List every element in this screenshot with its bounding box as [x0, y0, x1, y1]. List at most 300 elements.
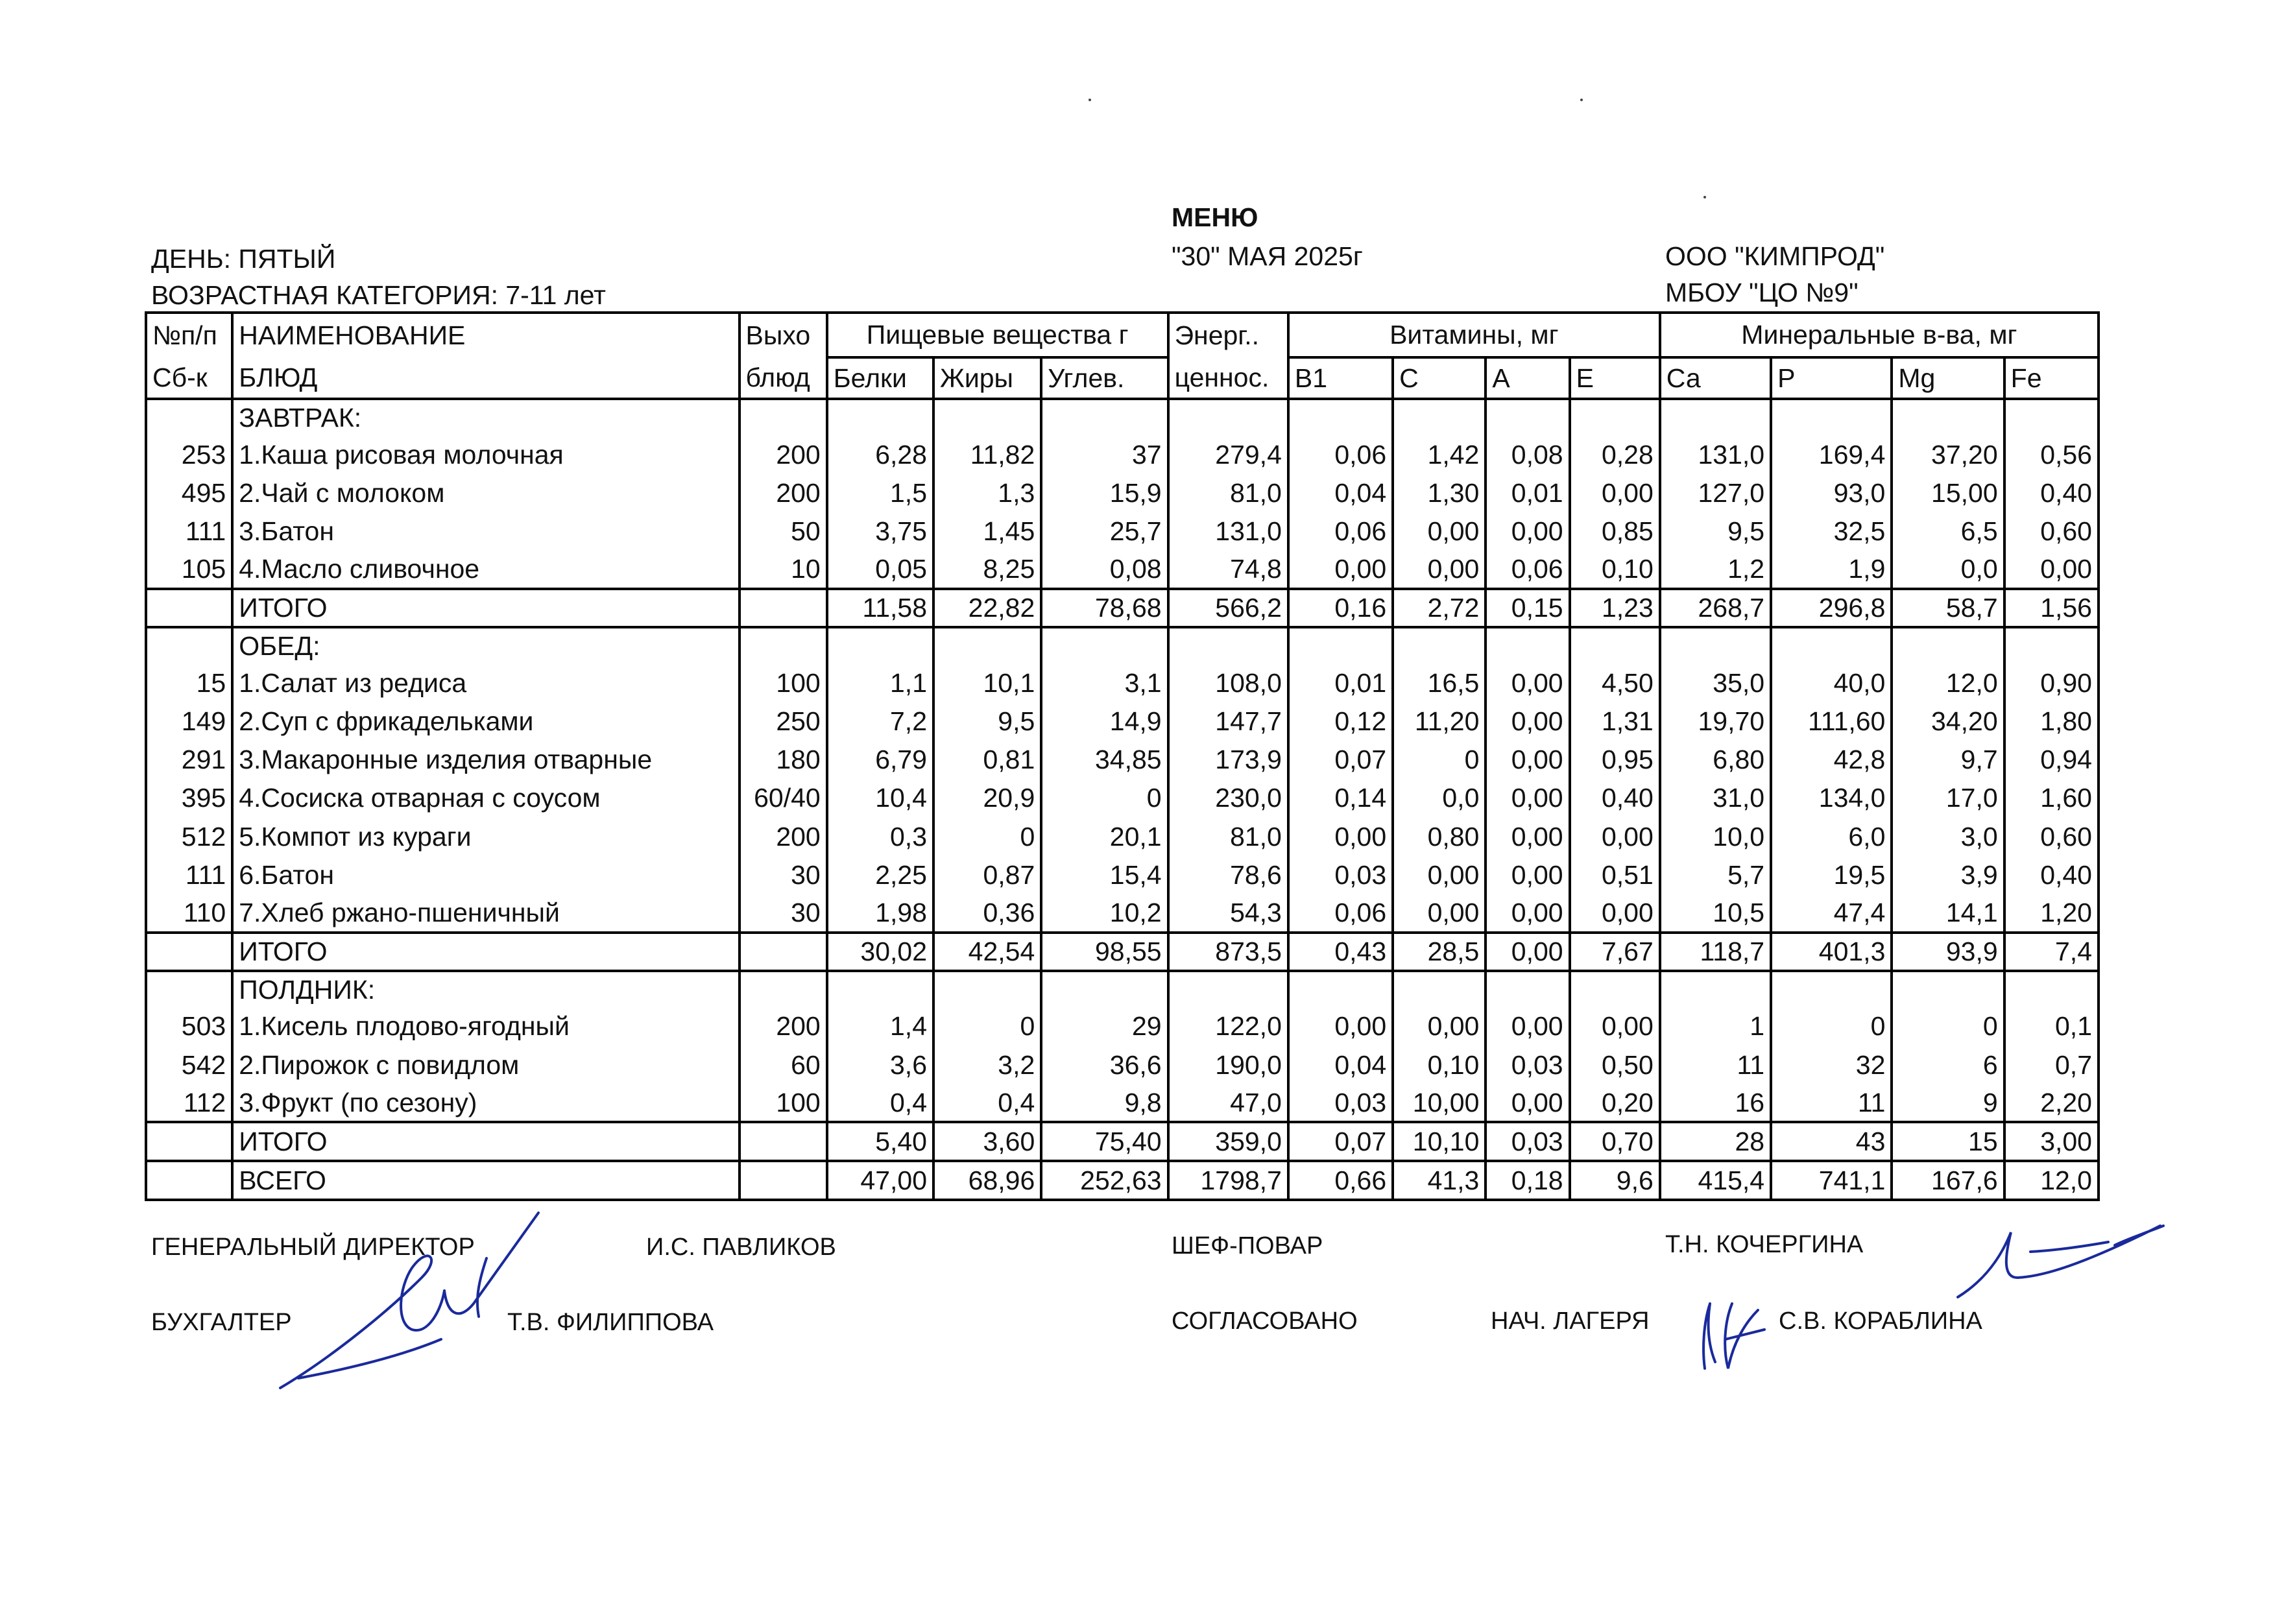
fat-value: 0 [933, 1007, 1041, 1045]
protein-value: 30,02 [827, 933, 933, 971]
e-value: 1,31 [1570, 702, 1660, 740]
b1-value: 0,12 [1288, 702, 1393, 740]
table-cell [1393, 399, 1486, 435]
scan-speck [1580, 99, 1583, 101]
protein-value: 5,40 [827, 1122, 933, 1160]
fe-value: 0,56 [2004, 435, 2099, 473]
table-cell [827, 971, 933, 1007]
nutrition-table [145, 311, 2100, 1201]
b1-value: 0,06 [1288, 512, 1393, 550]
c-value: 16,5 [1393, 663, 1486, 702]
chef-signature [1953, 1206, 2167, 1304]
p-value: 296,8 [1771, 589, 1892, 627]
table-cell [146, 627, 232, 663]
p-value: 32 [1771, 1045, 1892, 1084]
col-name-header: НАИМЕНОВАНИЕ [232, 313, 739, 357]
e-value: 0,28 [1570, 435, 1660, 473]
fe-value: 0,40 [2004, 855, 2099, 894]
camp-head-signature [1687, 1278, 1784, 1388]
col-vitamins-header: Витамины, мг [1288, 313, 1660, 357]
p-value: 169,4 [1771, 435, 1892, 473]
col-yield-header: Выхо [740, 313, 827, 357]
col-dishes-header: БЛЮД [232, 357, 739, 399]
total-label: ИТОГО [232, 933, 739, 971]
fat-value: 1,45 [933, 512, 1041, 550]
col-c-header: С [1393, 357, 1486, 399]
fat-value: 3,60 [933, 1122, 1041, 1160]
col-code-header: Сб-к [146, 357, 232, 399]
a-value: 0,18 [1486, 1161, 1569, 1200]
dish-name: 2.Чай с молоком [232, 473, 739, 512]
menu-table [145, 311, 2100, 1201]
ca-value: 10,0 [1660, 817, 1771, 855]
ca-value: 118,7 [1660, 933, 1771, 971]
yield-value: 60 [740, 1045, 827, 1084]
table-cell [1486, 627, 1569, 663]
protein-value: 1,98 [827, 894, 933, 932]
p-value: 19,5 [1771, 855, 1892, 894]
table-cell [1771, 971, 1892, 1007]
table-cell [146, 399, 232, 435]
c-value: 0,00 [1393, 1007, 1486, 1045]
table-cell [1660, 399, 1771, 435]
table-cell [1288, 971, 1393, 1007]
c-value: 28,5 [1393, 933, 1486, 971]
a-value: 0,00 [1486, 741, 1569, 779]
age-category-label: ВОЗРАСТНАЯ КАТЕГОРИЯ: 7-11 лет [151, 280, 606, 310]
table-cell [740, 399, 827, 435]
b1-value: 0,43 [1288, 933, 1393, 971]
yield-value [740, 1161, 827, 1200]
section-title-row [146, 627, 2099, 663]
yield-value: 60/40 [740, 779, 827, 817]
a-value: 0,00 [1486, 1007, 1569, 1045]
energy-value: 74,8 [1168, 551, 1288, 589]
carbs-value: 0 [1041, 779, 1168, 817]
energy-value: 173,9 [1168, 741, 1288, 779]
fat-value: 0,87 [933, 855, 1041, 894]
total-label: ИТОГО [232, 1122, 739, 1160]
e-value: 0,00 [1570, 894, 1660, 932]
table-cell [1660, 971, 1771, 1007]
dish-name: 3.Батон [232, 512, 739, 550]
carbs-value: 0,08 [1041, 551, 1168, 589]
ca-value: 16 [1660, 1084, 1771, 1122]
dish-name: 6.Батон [232, 855, 739, 894]
yield-value: 200 [740, 473, 827, 512]
fat-value: 68,96 [933, 1161, 1041, 1200]
section-total-row [146, 589, 2099, 627]
fat-value: 0,4 [933, 1084, 1041, 1122]
dish-code: 149 [146, 702, 232, 740]
fe-value: 12,0 [2004, 1161, 2099, 1200]
dish-code [146, 1122, 232, 1160]
fat-value: 10,1 [933, 663, 1041, 702]
chef-name: Т.Н. КОЧЕРГИНА [1665, 1231, 1864, 1258]
energy-value: 873,5 [1168, 933, 1288, 971]
p-value: 40,0 [1771, 663, 1892, 702]
fat-value: 0 [933, 817, 1041, 855]
yield-value [740, 933, 827, 971]
carbs-value: 25,7 [1041, 512, 1168, 550]
table-cell [1041, 399, 1168, 435]
col-mg-header: Mg [1892, 357, 2004, 399]
col-p-header: Р [1771, 357, 1892, 399]
p-value: 134,0 [1771, 779, 1892, 817]
col-carbs-header: Углев. [1041, 357, 1168, 399]
ca-value: 415,4 [1660, 1161, 1771, 1200]
section-title: ПОЛДНИК: [232, 971, 739, 1007]
day-label: ДЕНЬ: ПЯТЫЙ [151, 244, 336, 274]
table-cell [1771, 399, 1892, 435]
e-value: 0,95 [1570, 741, 1660, 779]
b1-value: 0,14 [1288, 779, 1393, 817]
mg-value: 17,0 [1892, 779, 2004, 817]
c-value: 0 [1393, 741, 1486, 779]
fat-value: 1,3 [933, 473, 1041, 512]
dish-name: 4.Сосиска отварная с соусом [232, 779, 739, 817]
col-e-header: Е [1570, 357, 1660, 399]
col-minerals-header: Минеральные в-ва, мг [1660, 313, 2099, 357]
accountant-name: Т.В. ФИЛИППОВА [507, 1309, 714, 1336]
mg-value: 3,0 [1892, 817, 2004, 855]
table-cell [1288, 627, 1393, 663]
dish-code: 395 [146, 779, 232, 817]
protein-value: 6,28 [827, 435, 933, 473]
dish-code: 495 [146, 473, 232, 512]
ca-value: 10,5 [1660, 894, 1771, 932]
ca-value: 127,0 [1660, 473, 1771, 512]
fe-value: 1,56 [2004, 589, 2099, 627]
b1-value: 0,04 [1288, 1045, 1393, 1084]
table-cell [2004, 399, 2099, 435]
table-cell [933, 399, 1041, 435]
ca-value: 5,7 [1660, 855, 1771, 894]
e-value: 0,00 [1570, 473, 1660, 512]
energy-value: 54,3 [1168, 894, 1288, 932]
dish-code [146, 589, 232, 627]
energy-value: 47,0 [1168, 1084, 1288, 1122]
protein-value: 0,3 [827, 817, 933, 855]
grand-total-label: ВСЕГО [232, 1161, 739, 1200]
fe-value: 7,4 [2004, 933, 2099, 971]
fat-value: 22,82 [933, 589, 1041, 627]
a-value: 0,00 [1486, 702, 1569, 740]
menu-title: МЕНЮ [1172, 202, 1258, 232]
organization-name: ООО "КИМПРОД" [1665, 241, 1885, 271]
director-name: И.С. ПАВЛИКОВ [646, 1234, 836, 1261]
e-value: 9,6 [1570, 1161, 1660, 1200]
section-total-row [146, 933, 2099, 971]
c-value: 10,10 [1393, 1122, 1486, 1160]
table-cell [740, 627, 827, 663]
mg-value: 9,7 [1892, 741, 2004, 779]
yield-value: 100 [740, 1084, 827, 1122]
e-value: 4,50 [1570, 663, 1660, 702]
table-cell [1393, 627, 1486, 663]
dish-row [146, 741, 2099, 779]
dish-name: 3.Макаронные изделия отварные [232, 741, 739, 779]
e-value: 0,00 [1570, 1007, 1660, 1045]
dish-row [146, 551, 2099, 589]
table-cell [933, 627, 1041, 663]
energy-value: 566,2 [1168, 589, 1288, 627]
dish-code: 111 [146, 512, 232, 550]
header-row-2 [146, 357, 2099, 399]
ca-value: 31,0 [1660, 779, 1771, 817]
ca-value: 1,2 [1660, 551, 1771, 589]
e-value: 0,40 [1570, 779, 1660, 817]
col-energy-header: Энерг.. [1168, 313, 1288, 357]
fe-value: 0,90 [2004, 663, 2099, 702]
dish-row [146, 894, 2099, 932]
table-cell [1570, 627, 1660, 663]
b1-value: 0,04 [1288, 473, 1393, 512]
col-yield-sub-header: блюд [740, 357, 827, 399]
table-cell [1771, 627, 1892, 663]
dish-code: 110 [146, 894, 232, 932]
c-value: 1,42 [1393, 435, 1486, 473]
dish-name: 3.Фрукт (по сезону) [232, 1084, 739, 1122]
fe-value: 0,00 [2004, 551, 2099, 589]
p-value: 93,0 [1771, 473, 1892, 512]
mg-value: 15,00 [1892, 473, 2004, 512]
fat-value: 0,81 [933, 741, 1041, 779]
ca-value: 28 [1660, 1122, 1771, 1160]
mg-value: 37,20 [1892, 435, 2004, 473]
menu-date: "30" МАЯ 2025г [1172, 241, 1363, 271]
b1-value: 0,06 [1288, 894, 1393, 932]
mg-value: 12,0 [1892, 663, 2004, 702]
dish-row [146, 512, 2099, 550]
mg-value: 14,1 [1892, 894, 2004, 932]
table-cell [740, 971, 827, 1007]
p-value: 6,0 [1771, 817, 1892, 855]
yield-value: 100 [740, 663, 827, 702]
ca-value: 268,7 [1660, 589, 1771, 627]
dish-row [146, 817, 2099, 855]
yield-value: 250 [740, 702, 827, 740]
dish-code: 503 [146, 1007, 232, 1045]
ca-value: 19,70 [1660, 702, 1771, 740]
dish-row [146, 779, 2099, 817]
a-value: 0,00 [1486, 894, 1569, 932]
yield-value: 200 [740, 435, 827, 473]
b1-value: 0,66 [1288, 1161, 1393, 1200]
energy-value: 1798,7 [1168, 1161, 1288, 1200]
b1-value: 0,07 [1288, 741, 1393, 779]
mg-value: 0,0 [1892, 551, 2004, 589]
energy-value: 131,0 [1168, 512, 1288, 550]
fat-value: 9,5 [933, 702, 1041, 740]
fe-value: 0,40 [2004, 473, 2099, 512]
col-fat-header: Жиры [933, 357, 1041, 399]
p-value: 0 [1771, 1007, 1892, 1045]
col-number-header: №п/п [146, 313, 232, 357]
mg-value: 0 [1892, 1007, 2004, 1045]
table-cell [1892, 971, 2004, 1007]
table-cell [1041, 971, 1168, 1007]
c-value: 0,00 [1393, 512, 1486, 550]
fe-value: 0,7 [2004, 1045, 2099, 1084]
col-a-header: А [1486, 357, 1569, 399]
col-nutrients-header: Пищевые вещества г [827, 313, 1168, 357]
yield-value: 30 [740, 855, 827, 894]
energy-value: 230,0 [1168, 779, 1288, 817]
a-value: 0,00 [1486, 855, 1569, 894]
fe-value: 0,60 [2004, 817, 2099, 855]
e-value: 0,85 [1570, 512, 1660, 550]
a-value: 0,03 [1486, 1122, 1569, 1160]
carbs-value: 15,9 [1041, 473, 1168, 512]
carbs-value: 20,1 [1041, 817, 1168, 855]
c-value: 41,3 [1393, 1161, 1486, 1200]
mg-value: 6,5 [1892, 512, 2004, 550]
director-title: ГЕНЕРАЛЬНЫЙ ДИРЕКТОР [151, 1234, 475, 1261]
mg-value: 58,7 [1892, 589, 2004, 627]
camp-head-name: С.В. КОРАБЛИНА [1779, 1308, 1982, 1335]
carbs-value: 15,4 [1041, 855, 1168, 894]
c-value: 1,30 [1393, 473, 1486, 512]
col-ca-header: Са [1660, 357, 1771, 399]
table-cell [1041, 627, 1168, 663]
dish-row [146, 473, 2099, 512]
ca-value: 6,80 [1660, 741, 1771, 779]
table-cell [1168, 399, 1288, 435]
dish-code: 15 [146, 663, 232, 702]
c-value: 11,20 [1393, 702, 1486, 740]
carbs-value: 9,8 [1041, 1084, 1168, 1122]
fe-value: 0,94 [2004, 741, 2099, 779]
b1-value: 0,16 [1288, 589, 1393, 627]
c-value: 0,00 [1393, 894, 1486, 932]
carbs-value: 78,68 [1041, 589, 1168, 627]
e-value: 0,70 [1570, 1122, 1660, 1160]
table-cell [827, 399, 933, 435]
col-fe-header: Fe [2004, 357, 2099, 399]
carbs-value: 37 [1041, 435, 1168, 473]
table-cell [1570, 971, 1660, 1007]
section-total-row [146, 1122, 2099, 1160]
approved-label: СОГЛАСОВАНО [1172, 1308, 1358, 1335]
protein-value: 2,25 [827, 855, 933, 894]
b1-value: 0,01 [1288, 663, 1393, 702]
fe-value: 3,00 [2004, 1122, 2099, 1160]
table-cell [2004, 627, 2099, 663]
mg-value: 167,6 [1892, 1161, 2004, 1200]
mg-value: 3,9 [1892, 855, 2004, 894]
mg-value: 93,9 [1892, 933, 2004, 971]
fe-value: 1,20 [2004, 894, 2099, 932]
energy-value: 359,0 [1168, 1122, 1288, 1160]
table-cell [1892, 399, 2004, 435]
dish-code [146, 933, 232, 971]
energy-value: 78,6 [1168, 855, 1288, 894]
yield-value [740, 589, 827, 627]
p-value: 401,3 [1771, 933, 1892, 971]
fe-value: 0,60 [2004, 512, 2099, 550]
scan-speck [1089, 99, 1091, 101]
protein-value: 3,6 [827, 1045, 933, 1084]
carbs-value: 10,2 [1041, 894, 1168, 932]
dish-row [146, 1007, 2099, 1045]
b1-value: 0,06 [1288, 435, 1393, 473]
dish-row [146, 1084, 2099, 1122]
mg-value: 9 [1892, 1084, 2004, 1122]
section-title: ЗАВТРАК: [232, 399, 739, 435]
dish-name: 1.Каша рисовая молочная [232, 435, 739, 473]
table-cell [1393, 971, 1486, 1007]
energy-value: 122,0 [1168, 1007, 1288, 1045]
section-title-row [146, 399, 2099, 435]
b1-value: 0,00 [1288, 1007, 1393, 1045]
mg-value: 6 [1892, 1045, 2004, 1084]
energy-value: 279,4 [1168, 435, 1288, 473]
energy-value: 81,0 [1168, 473, 1288, 512]
a-value: 0,00 [1486, 779, 1569, 817]
yield-value: 50 [740, 512, 827, 550]
e-value: 1,23 [1570, 589, 1660, 627]
c-value: 0,0 [1393, 779, 1486, 817]
carbs-value: 3,1 [1041, 663, 1168, 702]
protein-value: 6,79 [827, 741, 933, 779]
a-value: 0,08 [1486, 435, 1569, 473]
col-b1-header: В1 [1288, 357, 1393, 399]
protein-value: 1,1 [827, 663, 933, 702]
fat-value: 42,54 [933, 933, 1041, 971]
dish-code: 542 [146, 1045, 232, 1084]
dish-name: 7.Хлеб ржано-пшеничный [232, 894, 739, 932]
dish-row [146, 435, 2099, 473]
fe-value: 0,1 [2004, 1007, 2099, 1045]
dish-name: 5.Компот из кураги [232, 817, 739, 855]
school-name: МБОУ "ЦО №9" [1665, 278, 1859, 307]
carbs-value: 34,85 [1041, 741, 1168, 779]
ca-value: 11 [1660, 1045, 1771, 1084]
yield-value: 200 [740, 1007, 827, 1045]
ca-value: 131,0 [1660, 435, 1771, 473]
table-cell [1892, 627, 2004, 663]
b1-value: 0,00 [1288, 551, 1393, 589]
table-cell [2004, 971, 2099, 1007]
c-value: 0,80 [1393, 817, 1486, 855]
fe-value: 2,20 [2004, 1084, 2099, 1122]
energy-value: 81,0 [1168, 817, 1288, 855]
yield-value: 200 [740, 817, 827, 855]
dish-name: 1.Кисель плодово-ягодный [232, 1007, 739, 1045]
table-cell [1168, 971, 1288, 1007]
dish-code: 112 [146, 1084, 232, 1122]
header-row-1 [146, 313, 2099, 357]
yield-value: 30 [740, 894, 827, 932]
carbs-value: 252,63 [1041, 1161, 1168, 1200]
table-cell [1168, 627, 1288, 663]
protein-value: 47,00 [827, 1161, 933, 1200]
accountant-title: БУХГАЛТЕР [151, 1309, 292, 1336]
dish-code: 253 [146, 435, 232, 473]
fat-value: 3,2 [933, 1045, 1041, 1084]
table-cell [1288, 399, 1393, 435]
p-value: 42,8 [1771, 741, 1892, 779]
b1-value: 0,00 [1288, 817, 1393, 855]
p-value: 111,60 [1771, 702, 1892, 740]
dish-code [146, 1161, 232, 1200]
a-value: 0,00 [1486, 1084, 1569, 1122]
table-body [146, 313, 2099, 1200]
carbs-value: 75,40 [1041, 1122, 1168, 1160]
dish-name: 4.Масло сливочное [232, 551, 739, 589]
ca-value: 35,0 [1660, 663, 1771, 702]
